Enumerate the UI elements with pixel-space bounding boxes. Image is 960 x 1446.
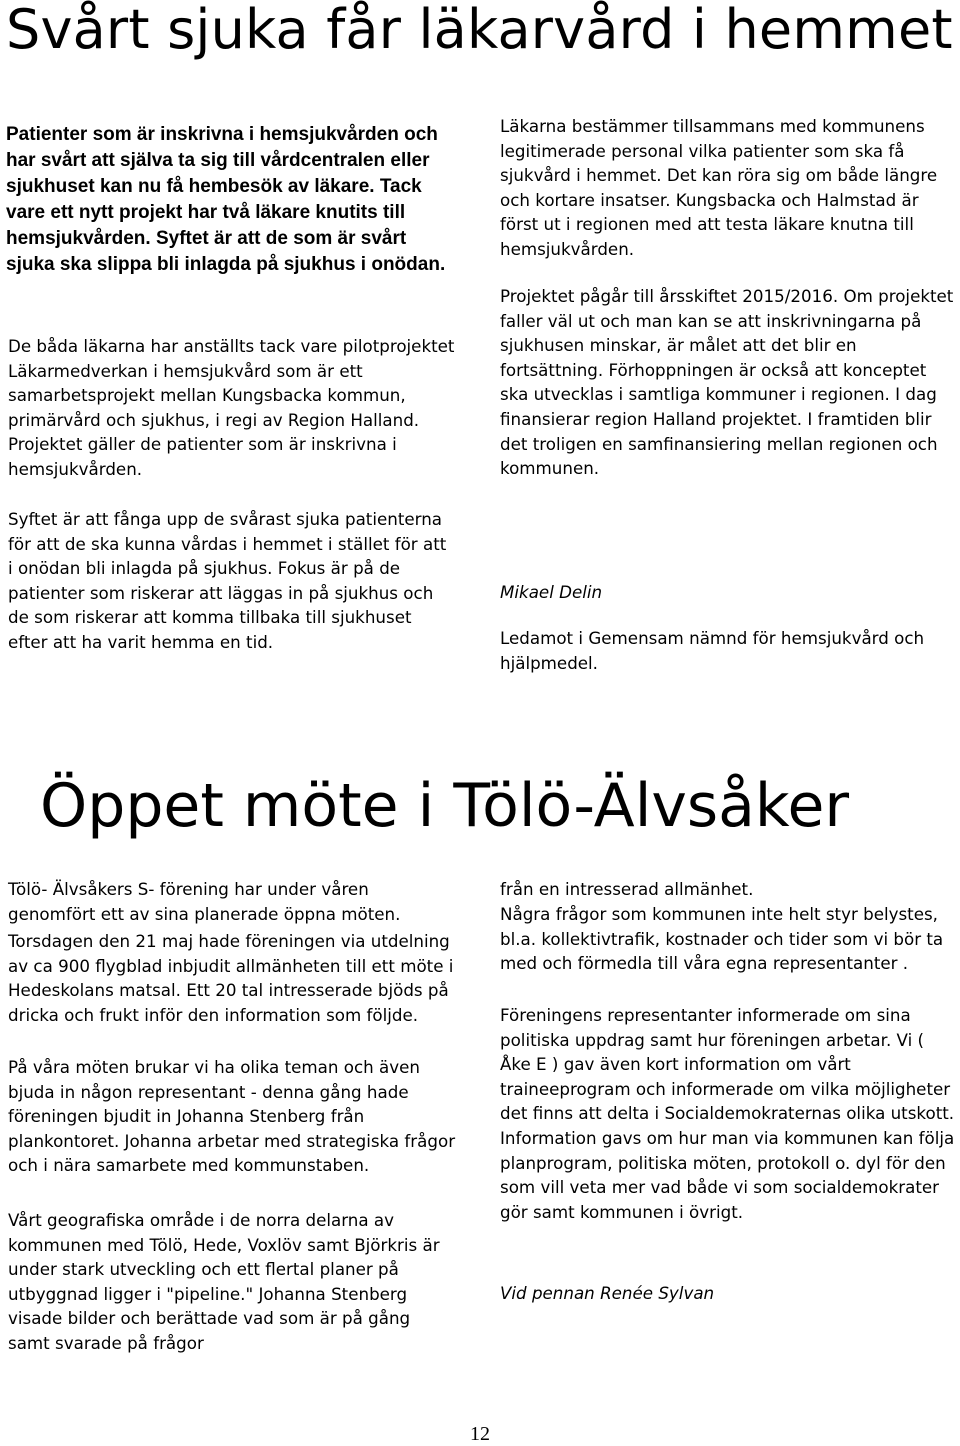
article-title: Svårt sjuka får läkarvård i hemmet — [6, 0, 953, 61]
article-intro: Patienter som är inskrivna i hemsjukvården och har svårt att själva ta sig till vårdcentralen eller sjukhuset kan nu få hembesök av läkare. Tack vare ett nytt projekt har två läkare knutits till hemsjukvården. Syftet är att de som är svårt sjuka ska slippa bli inlagda på sjukhus i onödan. — [6, 124, 446, 275]
author-name: Mikael Delin — [500, 582, 603, 602]
page-number: 12 — [470, 1423, 490, 1445]
article-paragraph: från en intresserad allmänhet. — [500, 879, 754, 899]
article-paragraph: På våra möten brukar vi ha olika teman och även bjuda in någon representant - denna gång hade föreningen bjudit in Johanna Stenberg från plankontoret. Johanna arbetar med strategiska frågor och i nära samarbete med kommunstaben. — [8, 1057, 456, 1176]
article-paragraph: Projektet pågår till årsskiftet 2015/2016. Om projektet faller väl ut och man kan se att inskrivningarna på sjukhusen minskar, är målet att det blir en fortsättning. Förhoppningen är också att konceptet ska utvecklas i samtliga kommuner i regionen. I dag finansierar region Halland projektet. I framtiden blir det troligen en samfinansiering mellan regionen och kommunen. — [500, 286, 954, 479]
article-paragraph: Vårt geografiska område i de norra delarna av kommunen med Tölö, Hede, Voxlöv samt Björkris är under stark utveckling och ett flertal planer på utbyggnad ligger i "pipeline." Johanna Stenberg visade bilder och berättade vad som är på gång samt svarade på frågor — [8, 1210, 440, 1353]
article-signature: Vid pennan Renée Sylvan — [500, 1283, 715, 1303]
article-paragraph: Tölö- Älvsåkers S- förening har under våren genomfört ett av sina planerade öppna möten. — [8, 879, 401, 924]
article-paragraph: Läkarna bestämmer tillsammans med kommunens legitimerade personal vilka patienter som ska få sjukvård i hemmet. Det kan röra sig om både längre och kortare insatser. Kungsbacka och Halmstad är först ut i regionen med att testa läkare knutna till hemsjukvården. — [500, 116, 938, 259]
article-paragraph: De båda läkarna har anställts tack vare pilotprojektet Läkarmedverkan i hemsjukvård som är ett samarbetsprojekt mellan Kungsbacka kommun, primärvård och sjukhus, i regi av Region Halland. Projektet gäller de patienter som är inskrivna i hemsjukvården. — [8, 336, 455, 479]
article-paragraph: Några frågor som kommunen inte helt styr belystes, bl.a. kollektivtrafik, kostnader och tider som vi bör ta med och förmedla till våra egna representanter . — [500, 904, 944, 974]
article-paragraph: Syftet är att fånga upp de svårast sjuka patienterna för att de ska kunna vårdas i hemmet i stället för att i onödan bli inlagda på sjukhus. Fokus är på de patienter som riskerar att läggas in på sjukhus och de som riskerar att komma tillbaka till sjukhuset efter att ha varit hemma en tid. — [8, 509, 447, 652]
article-title: Öppet möte i Tölö-Älvsåker — [40, 771, 850, 841]
article-paragraph: Föreningens representanter informerade om sina politiska uppdrag samt hur föreningen arbetar. Vi ( Åke E ) gav även kort information om vårt traineeprogram och informerade om vilka möjligheter det finns att delta i Socialdemokraternas olika utskott. Information gavs om hur man via kommunen kan följa planprogram, politiska möten, protokoll o. dyl för den som vill veta mer vad både vi som socialdemokrater gör samt kommunen i övrigt. — [500, 1005, 955, 1222]
author-role: Ledamot i Gemensam nämnd för hemsjukvård och hjälpmedel. — [500, 628, 925, 673]
article-paragraph: Torsdagen den 21 maj hade föreningen via utdelning av ca 900 flygblad inbjudit allmänheten till ett möte i Hedeskolans matsal. Ett 20 tal intresserade bjöds på dricka och frukt inför den information som följde. — [8, 931, 454, 1025]
